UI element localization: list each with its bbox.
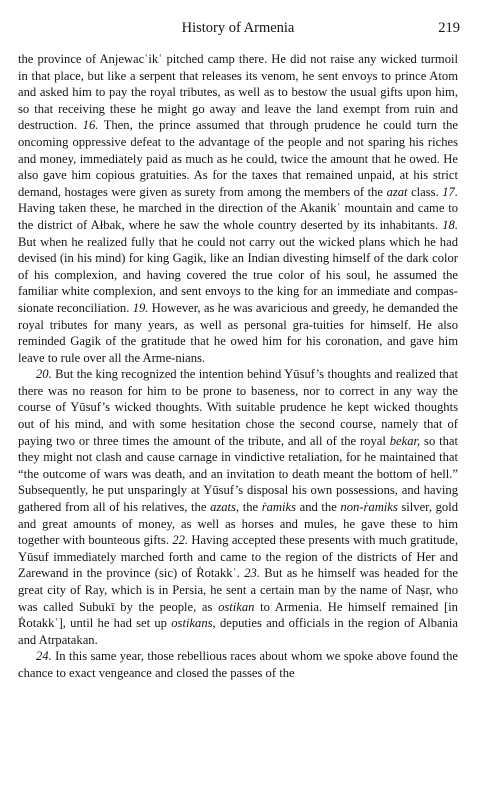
italic-run: 24.: [36, 649, 52, 664]
italic-run: 20.: [36, 367, 52, 382]
text-run: to Armenia. He himself remained [in Ṙotakkʿ], until he had set up: [18, 599, 458, 631]
text-run: and the: [296, 500, 341, 515]
italic-run: 16.: [82, 118, 99, 133]
text-run: Having taken these, he marched in the direction of the Akanikʿ mountain and came to the district of Ałbak, where he saw the whole country deserted by its inhabitants.: [18, 201, 458, 232]
italic-run: azat: [386, 184, 408, 199]
running-title: History of Armenia: [181, 20, 295, 36]
italic-run: 17.: [442, 184, 458, 199]
text-run: But the king recognized the intention behind Yūsuf’s thoughts and realized that there was no reason for him to be prone to baseness, nor to correct in any way the course of Yūsuf’s wicked thoughts. With suitable prudence he kept wicked thoughts out of his mind, and with some hesitation chose the second course, namely that of paying two or three times the amount of the tribute, and all of the royal: [18, 367, 458, 448]
text-run: class.: [407, 184, 443, 199]
italic-run: 22.: [172, 533, 189, 548]
italic-run: 18.: [442, 217, 458, 232]
italic-run: 19.: [132, 300, 149, 315]
italic-run: ostikans,: [171, 616, 216, 631]
book-page: [18, 20, 458, 682]
text-run: However, as he was avaricious and greedy, he demanded the royal tributes for many years, as well as personal gra-tuities for himself. He also reminded Gagik of the gratitude that he owed him for his coronation, and gave him leave to rule over all the Arme-nians.: [18, 300, 458, 365]
italic-run: 23.: [244, 566, 260, 581]
italic-run: non-ṙamiks: [340, 500, 398, 515]
text-run: the province of Anjewacʿikʿ pitched camp there. He did not raise any wicked turmoil in that place, but like a serpent that releases its venom, he sent envoys to prince Atom and asked him to pay the royal tributes, as well as to bestow the usual gifts upon him, so that receiving these he might go away and leave the land exempt from ruin and destruction.: [18, 52, 458, 133]
paragraph: [18, 648, 458, 681]
text-run: the: [239, 500, 262, 515]
page-header: [18, 20, 458, 42]
italic-run: azats,: [210, 500, 240, 515]
body-text: [18, 51, 458, 682]
text-run: In this same year, those rebellious races about whom we spoke above found the chance to exact vengeance and closed the passes of the: [18, 649, 458, 680]
text-run: silver, gold and great amounts of money, as well as horses and mules, he gave these to him together with bounteous gifts.: [18, 500, 459, 548]
text-run: Having accepted these presents with much gratitude, Yūsuf immediately marched forth and came to the region of the districts of Her and Zarewand in the province (sic) of Ṙotakkʿ.: [18, 533, 458, 581]
italic-run: ṙamiks: [261, 500, 297, 515]
page-number: 219: [438, 20, 460, 36]
paragraph: [18, 366, 458, 648]
italic-run: ostikan: [218, 599, 255, 614]
italic-run: bekar,: [389, 433, 421, 448]
text-run: Then, the prince assumed that through prudence he could turn the oncoming oppressive defeat to the advantage of the people and not sparing his riches and money, immediately paid as much as he could, twice the amount that he owed. He also gave him copious gratuities. As for the taxes that remained unpaid, at his strict demand, hostages were given as surety from among the members of the: [18, 118, 458, 199]
text-run: But as he himself was headed for the great city of Ray, which is in Persia, he sent a certain man by the name of Naṣr, who was called Subukī by the people, as: [18, 566, 458, 614]
text-run: deputies and officials in the region of Albania and Atrpatakan.: [18, 616, 458, 647]
text-run: But when he realized fully that he could not carry out the wicked plans which he had devised (in his mind) for king Gagik, like an Indian divesting himself of the dark color of his complexion, and having covered the true color of his soul, he assumed the familiar white complexion, and sent envoys to the king for an immediate and compas-sionate reconciliation.: [18, 234, 458, 315]
paragraph: [18, 51, 458, 366]
text-run: so that they might not clash and cause carnage in vindictive retaliation, for he maintained that “the outcome of wars was death, and an invitation to death meant the bottom of hell.” Subsequently, he put unsparingly at Yūsuf’s disposal his own possessions, and having gathered from all of his relatives, the: [18, 433, 458, 515]
